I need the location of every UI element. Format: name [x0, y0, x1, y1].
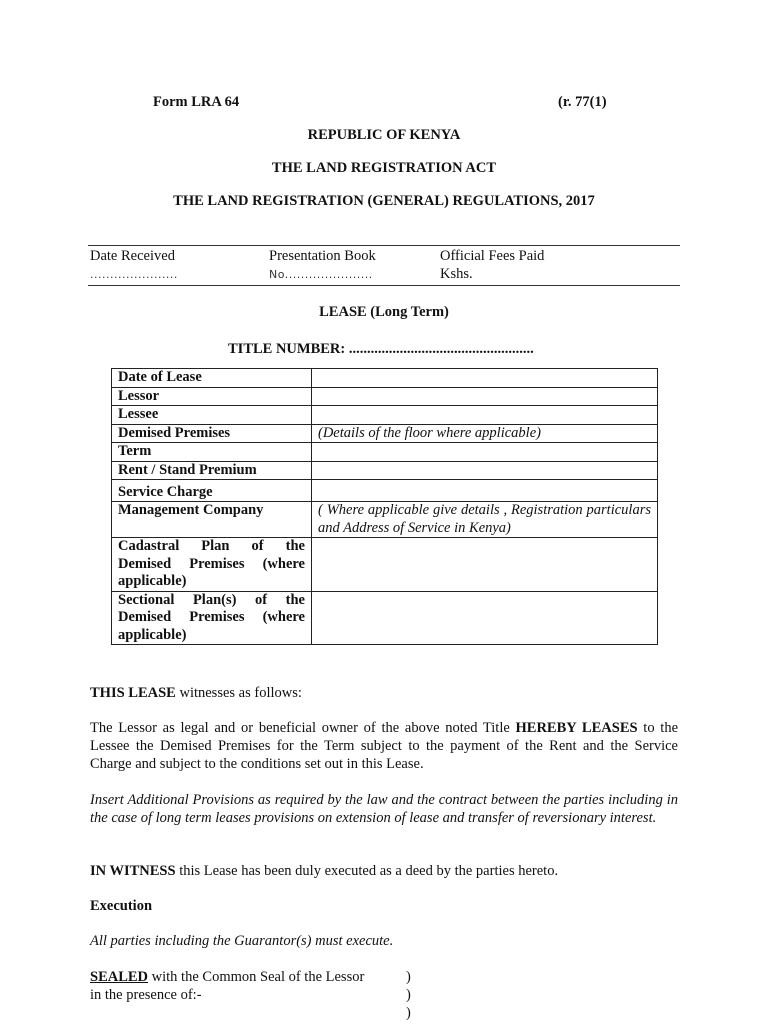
date-received-label: Date Received: [90, 248, 175, 264]
table-row: [112, 502, 658, 538]
row-value[interactable]: [312, 480, 658, 502]
hereby-leases: HEREBY LEASES: [515, 720, 638, 736]
lease-particulars-table: [111, 368, 658, 645]
registry-bottom-rule: [88, 285, 680, 286]
all-parties-note: All parties including the Guarantor(s) must execute.: [90, 933, 394, 949]
form-number: Form LRA 64: [153, 94, 240, 110]
row-label: Lessor: [112, 387, 312, 406]
sealed-line: [90, 969, 364, 986]
additional-provisions: Insert Additional Provisions as required by the law and the contract between the parties including in the case of long term leases provisions on extension of lease and transfer of reversionary interest.: [90, 792, 678, 826]
table-row: [112, 461, 658, 480]
title-number: TITLE NUMBER: ...................................................: [228, 341, 534, 357]
in-witness-paragraph: [90, 862, 678, 880]
fees-currency: Kshs.: [440, 266, 473, 282]
execution-heading: Execution: [90, 898, 153, 914]
row-label: Date of Lease: [112, 369, 312, 388]
table-row: [112, 424, 658, 443]
sealed-text: with the Common Seal of the Lessor: [148, 969, 365, 985]
row-value[interactable]: [312, 538, 658, 592]
table-row: [112, 480, 658, 502]
row-label: Management Company: [112, 502, 312, 538]
witness-intro: [90, 684, 678, 702]
row-value[interactable]: [312, 443, 658, 462]
witness-intro-text: witnesses as follows:: [175, 685, 302, 701]
official-fees-label: Official Fees Paid: [440, 248, 545, 264]
row-label: Rent / Stand Premium: [112, 461, 312, 480]
table-row: [112, 538, 658, 592]
presentation-book-number-field[interactable]: No......................: [269, 268, 373, 281]
presentation-book-label: Presentation Book: [269, 248, 376, 264]
table-row: [112, 443, 658, 462]
row-label: Demised Premises: [112, 424, 312, 443]
row-value[interactable]: (Details of the floor where applicable): [312, 424, 658, 443]
row-label: Sectional Plan(s) of the Demised Premises (where applicable): [112, 591, 312, 645]
row-value[interactable]: ( Where applicable give details , Registration particulars and Address of Service in Kenya): [312, 502, 658, 538]
registry-top-rule: [88, 245, 680, 246]
republic-heading: REPUBLIC OF KENYA: [307, 127, 461, 143]
presence-line: in the presence of:-: [90, 987, 202, 1003]
rule-reference: (r. 77(1): [558, 94, 607, 110]
row-value[interactable]: [312, 387, 658, 406]
row-value[interactable]: [312, 369, 658, 388]
table-row: [112, 369, 658, 388]
table-row: [112, 387, 658, 406]
lease-heading: LEASE (Long Term): [319, 304, 449, 320]
table-row: [112, 406, 658, 425]
bracket-3: ): [406, 1005, 411, 1021]
table-row: [112, 591, 658, 645]
sealed-bold: SEALED: [90, 969, 149, 985]
date-received-field[interactable]: ......................: [90, 268, 178, 281]
row-label: Term: [112, 443, 312, 462]
bracket-1: ): [406, 969, 411, 985]
act-heading: THE LAND REGISTRATION ACT: [271, 160, 497, 176]
row-label: Cadastral Plan of the Demised Premises (where applicable): [112, 538, 312, 592]
row-value[interactable]: [312, 591, 658, 645]
row-label: Lessee: [112, 406, 312, 425]
row-value[interactable]: [312, 461, 658, 480]
row-label: Service Charge: [112, 480, 312, 502]
lessor-paragraph-end: to the Lessee the Demised Premises for the Term subject to the payment of the Rent and the Service Charge and subject to the conditions set out in this Lease.: [90, 720, 679, 772]
witness-intro-bold: THIS LEASE: [90, 685, 176, 701]
lessor-paragraph-start: The Lessor as legal and or beneficial owner of the above noted Title: [90, 720, 516, 736]
regulations-heading: THE LAND REGISTRATION (GENERAL) REGULATIONS, 2017: [173, 193, 595, 209]
bracket-2: ): [406, 987, 411, 1003]
in-witness-text: this Lease has been duly executed as a deed by the parties hereto.: [175, 863, 559, 879]
row-value[interactable]: [312, 406, 658, 425]
lessor-paragraph: [90, 719, 678, 773]
in-witness-bold: IN WITNESS: [90, 863, 176, 879]
